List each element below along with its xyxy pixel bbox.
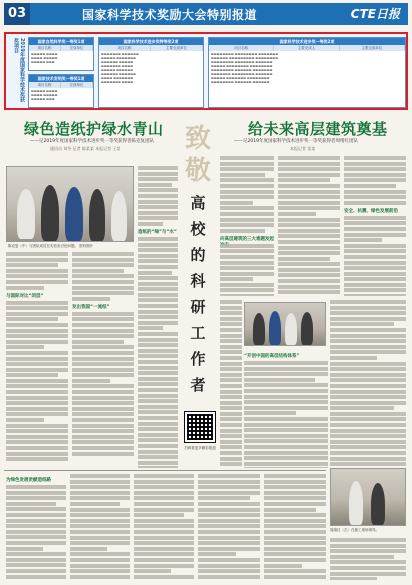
right-bottom-col-3 <box>330 538 406 580</box>
award-rows: ▬▬▬▬▬ ▬▬▬▬ ▬▬▬▬ ▬▬▬▬▬ ▬▬▬▬▬ ▬▬▬ <box>31 52 58 64</box>
left-text-col-3 <box>138 166 178 468</box>
person-figure <box>89 189 105 241</box>
banner-char: 工 <box>190 324 206 342</box>
right-text-col-3 <box>344 156 406 296</box>
right-article-photo-2 <box>330 468 406 526</box>
left-text-col-1 <box>6 252 68 468</box>
page-number: 03 <box>4 3 30 25</box>
right-text-col-5 <box>244 350 328 468</box>
person-figure <box>269 311 281 345</box>
banner-char: 者 <box>190 376 206 394</box>
award-panel-title: 国家科学技术进步奖特等奖2项 <box>99 38 203 45</box>
col-header: 项目名称 <box>99 45 151 51</box>
left-bottom-col-2 <box>70 474 130 580</box>
award-panel-title: 国家自然科学奖一等奖1项 <box>29 38 93 45</box>
banner-char: 研 <box>190 298 206 316</box>
divider <box>4 470 326 471</box>
person-figure <box>41 185 59 241</box>
left-photo-caption: 陈克复（中）与团队成员在实验室讨论问题。 资料图片 <box>8 244 94 248</box>
qr-code[interactable] <box>185 412 215 442</box>
person-figure <box>349 481 363 525</box>
person-figure <box>111 191 127 241</box>
vertical-banner <box>180 118 216 408</box>
left-article-photo <box>6 166 134 242</box>
col-header: 主要完成人 <box>274 45 339 51</box>
banner-char: 的 <box>190 246 206 264</box>
left-subhead: 发出我国“一流纸” <box>72 304 110 310</box>
right-subhead: 向高层建筑的三大难题发起 <box>220 236 274 242</box>
award-rows: ▬▬▬▬▬▬▬▬ ▬▬▬▬▬▬▬▬ ▬▬▬▬▬▬▬ ▬▬▬▬▬▬ ▬▬▬▬▬▬▬▬▬ ▬▬▬▬▬▬▬▬ ▬▬▬▬▬▬▬▬ ▬▬▬▬▬▬▬ ▬▬▬▬▬▬ ▬▬▬▬▬ ▬▬▬▬▬▬▬▬ ▬▬▬▬▬▬▬▬ ▬▬▬▬▬▬▬▬ ▬▬▬▬▬▬ ▬▬▬▬▬▬▬ ▬▬▬▬▬▬▬ ▬▬▬▬▬▬▬▬ ▬▬▬▬▬▬ ▬▬▬▬▬ ▬▬▬▬▬▬▬ ▬▬▬▬▬▬▬▬ ▬▬▬▬▬▬▬▬ ▬▬▬▬▬▬ ▬▬▬▬▬▬ <box>211 52 279 84</box>
brand-logo: CTE日报 <box>350 7 400 21</box>
right-subhead: 安全、抗震、绿色发展前沿 <box>344 208 398 214</box>
right-byline: 本报记者 雷某 <box>290 146 316 151</box>
left-subtitle: ——记2019年度国家科学技术进步奖一等奖获得者陈克复团队 <box>30 139 154 144</box>
awards-side-label: 2019年度国家科学技术奖获奖项目 <box>13 38 25 102</box>
banner-char: 高 <box>190 194 206 212</box>
award-panel-progress-first <box>208 37 406 108</box>
left-text-col-2 <box>72 252 134 468</box>
person-figure <box>65 187 83 241</box>
masthead-bar <box>4 3 408 25</box>
right-subtitle: ——记2019年度国家科学技术进步奖一等奖获得者周绪红团队 <box>234 139 358 144</box>
banner-big-char: 敬 <box>184 156 211 186</box>
left-subhead: 造纸的“绿”与“水” <box>138 229 177 235</box>
person-figure <box>301 312 313 345</box>
banner-char: 作 <box>190 350 206 368</box>
right-text-col-2 <box>278 156 340 296</box>
banner-big-char: 致 <box>184 124 211 154</box>
right-bottom-col-1 <box>198 474 260 580</box>
right-subhead: “开创中国的高层结构体系” <box>244 354 300 359</box>
right-headline: 给未来高层建筑奠基 <box>248 120 388 138</box>
person-figure <box>253 313 265 345</box>
award-panel-invention <box>28 74 94 108</box>
left-byline: 通讯员 刘冬 记者 陈某某 本报记者 王某 <box>50 146 121 151</box>
person-figure <box>285 313 297 345</box>
left-subhead: 与国际对比“闭层” <box>6 293 44 299</box>
col-header: 项目名称 <box>29 45 61 51</box>
qr-caption: 扫码看更多精彩报道 <box>184 446 216 450</box>
col-header: 项目名称 <box>29 82 61 88</box>
award-panel-natural-science <box>28 37 94 71</box>
right-text-col-1 <box>220 156 274 296</box>
banner-char: 校 <box>190 220 206 238</box>
award-panel-title: 国家科学技术进步奖一等奖2项 <box>209 38 405 45</box>
person-figure <box>371 483 385 525</box>
right-photo-caption: 周绪红（左）在施工现场指导。 <box>330 528 379 532</box>
left-bottom-col-3 <box>134 474 194 580</box>
award-rows: ▬▬▬▬▬ ▬▬▬▬ ▬▬▬▬ ▬▬▬▬▬ ▬▬▬▬▬ ▬▬▬ <box>31 89 58 101</box>
award-rows: ▬▬▬▬▬▬▬ ▬▬▬▬▬▬ ▬▬▬▬▬ ▬▬▬▬▬▬▬ ▬▬▬▬▬▬ ▬▬▬▬▬ ▬▬▬▬▬▬▬ ▬▬▬▬ ▬▬▬▬▬ ▬▬▬▬▬▬ ▬▬▬▬▬▬ ▬▬▬▬▬▬ ▬▬▬▬ ▬▬▬▬▬▬▬ ▬▬▬▬▬▬▬ ▬▬▬▬ <box>101 52 139 84</box>
col-header: 完成单位 <box>61 82 93 88</box>
col-header: 主要完成单位 <box>151 45 203 51</box>
right-article-photo-1 <box>244 302 326 346</box>
section-title: 国家科学技术奖励大会特别报道 <box>82 8 258 22</box>
col-header: 完成单位 <box>61 45 93 51</box>
col-header: 项目名称 <box>209 45 274 51</box>
col-header: 主要完成单位 <box>340 45 405 51</box>
award-panel-progress-special <box>98 37 204 108</box>
person-figure <box>17 189 35 239</box>
banner-char: 科 <box>190 272 206 290</box>
award-panel-title: 国家技术发明奖一等奖1项 <box>29 75 93 82</box>
awards-box <box>4 32 408 110</box>
right-text-col-4 <box>220 300 242 468</box>
left-headline: 绿色造纸护绿水青山 <box>24 120 164 138</box>
right-text-col-6 <box>330 300 406 466</box>
left-subhead: 为绿色发展贡献造纸路 <box>6 478 51 483</box>
right-bottom-col-2 <box>264 474 326 580</box>
left-bottom-col-1 <box>6 474 66 580</box>
